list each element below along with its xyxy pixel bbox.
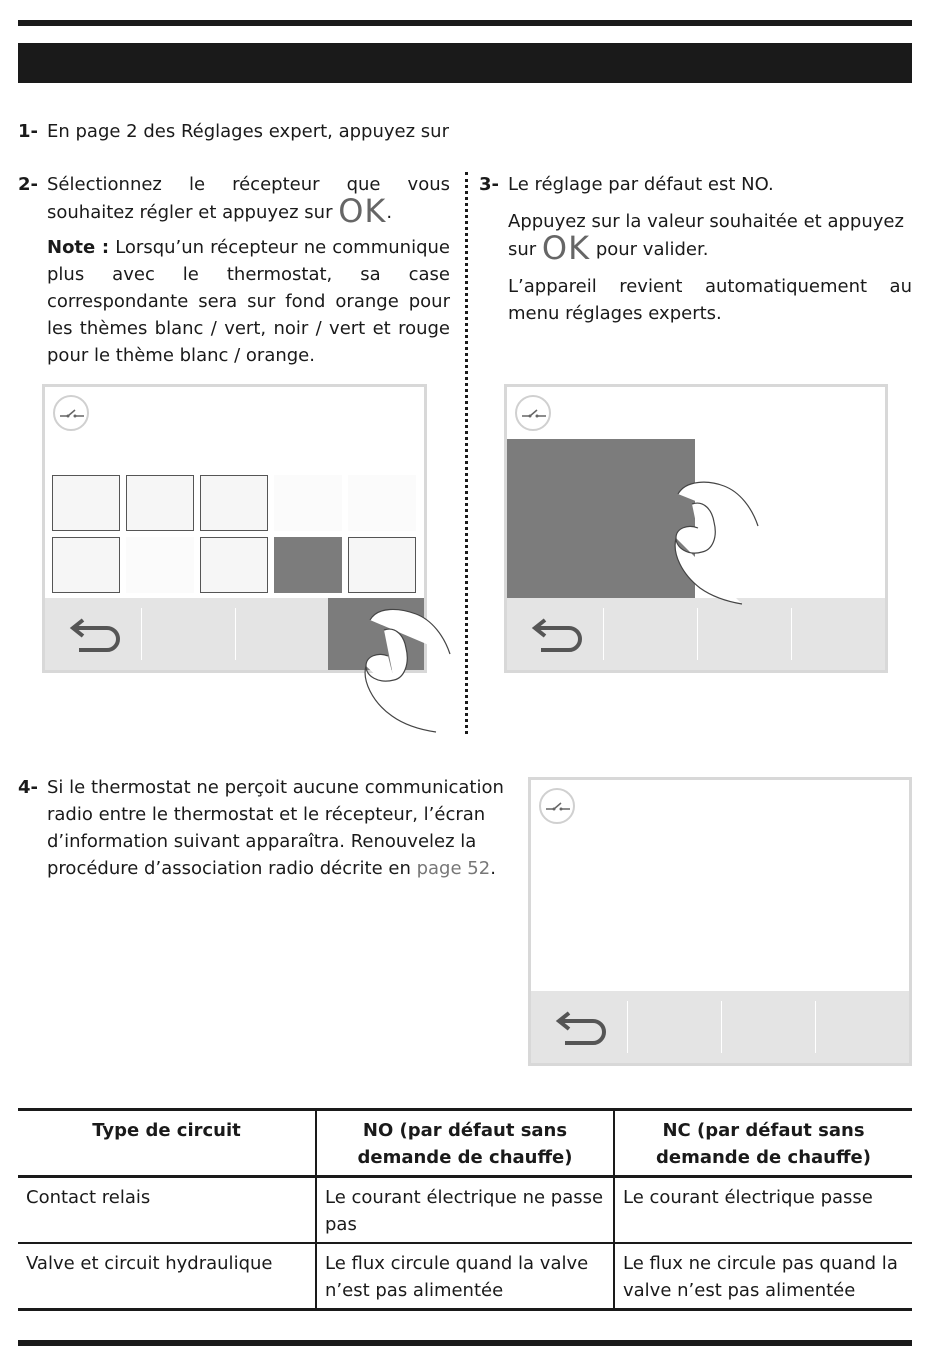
section-title-bar: [18, 43, 912, 83]
table-cell: Le flux ne circule pas quand la valve n’est pas alimentée: [614, 1243, 912, 1310]
step-4: [18, 774, 512, 882]
table-row: [18, 1177, 912, 1244]
info-screen: [528, 777, 912, 1066]
receiver-cell[interactable]: [200, 475, 268, 531]
bottom-rule: [18, 1340, 912, 1346]
relay-switch-icon: [539, 788, 575, 824]
back-arrow-icon[interactable]: [549, 1007, 609, 1047]
pointing-hand-icon: [672, 478, 767, 608]
step-2: [18, 171, 450, 369]
step-3-line1: Le réglage par défaut est NO.: [508, 174, 774, 195]
receiver-cell-empty: [126, 537, 194, 593]
back-arrow-icon[interactable]: [63, 614, 123, 654]
receiver-cell[interactable]: [52, 475, 120, 531]
bar-separator: [235, 608, 236, 660]
note: [47, 234, 450, 369]
column-divider: [465, 172, 468, 734]
step-3: [479, 171, 912, 327]
bottom-bar: [507, 598, 885, 670]
table-cell: Le flux circule quand la valve n’est pas alimentée: [316, 1243, 614, 1310]
note-label: Note :: [47, 237, 110, 258]
step-3-validate: pour valider.: [595, 239, 709, 260]
table-cell: Le courant électrique passe: [614, 1177, 912, 1244]
step-text: En page 2 des Réglages expert, appuyez sur: [47, 121, 449, 142]
receiver-cell[interactable]: [52, 537, 120, 593]
table-cell: Contact relais: [26, 1187, 151, 1208]
step-number: 1-: [18, 121, 38, 142]
receiver-cell-empty: [348, 475, 416, 531]
step-4-instruction: Si le thermostat ne perçoit aucune communication radio entre le thermostat et le récepteur, l’écran d’information suivant apparaîtra. Renouvelez la procédure d’association radio décrite en: [47, 777, 504, 879]
ok-button-glyph: OK: [338, 192, 387, 230]
step-4-period: .: [490, 858, 496, 879]
option-no-selected[interactable]: [507, 439, 695, 599]
step-text: [47, 774, 512, 882]
receiver-cell[interactable]: [200, 537, 268, 593]
bar-separator: [697, 608, 698, 660]
table-header-row: [18, 1110, 912, 1177]
bottom-bar: [531, 991, 909, 1063]
bar-separator: [721, 1001, 722, 1053]
receiver-cell[interactable]: [348, 537, 416, 593]
bar-separator: [815, 1001, 816, 1053]
note-text: Lorsqu’un récepteur ne communique plus avec le thermostat, sa case correspondante sera sur fond orange pour les thèmes blanc / vert, noir / vert et rouge pour le thème blanc / orange.: [47, 237, 450, 366]
relay-switch-icon: [53, 395, 89, 431]
circuit-table: [18, 1108, 912, 1311]
table-header: NC (par défaut sans demande de chauffe): [614, 1110, 912, 1177]
step-2-period: .: [386, 202, 393, 223]
back-arrow-icon[interactable]: [525, 614, 585, 654]
bar-separator: [627, 1001, 628, 1053]
table-row: [18, 1243, 912, 1310]
ok-button-glyph: OK: [541, 229, 591, 267]
bar-separator: [791, 608, 792, 660]
step-text: [47, 171, 450, 230]
table-cell: Valve et circuit hydraulique: [26, 1253, 273, 1274]
table-header: Type de circuit: [92, 1120, 241, 1141]
top-rule: [18, 20, 912, 26]
pointing-hand-icon: [360, 600, 460, 735]
step-2-instruction: Sélectionnez le récepteur que vous souhaitez régler et appuyez sur: [47, 174, 450, 223]
receiver-cell-selected[interactable]: [274, 537, 342, 593]
step-3-line3: L’appareil revient automatiquement au menu réglages experts.: [508, 276, 912, 324]
step-3-line2: [508, 208, 912, 267]
receiver-cell[interactable]: [126, 475, 194, 531]
bar-separator: [141, 608, 142, 660]
relay-switch-icon: [515, 395, 551, 431]
step-number: 3-: [479, 174, 499, 195]
step-number: 2-: [18, 174, 38, 195]
step-number: 4-: [18, 777, 38, 798]
step-3-instruction: Appuyez sur la valeur souhaitée et appuyez sur: [508, 211, 904, 260]
step-1: [18, 118, 912, 145]
receiver-cell-empty: [274, 475, 342, 531]
table-header: NO (par défaut sans demande de chauffe): [316, 1110, 614, 1177]
bar-separator: [603, 608, 604, 660]
page-link[interactable]: page 52: [416, 858, 491, 879]
table-cell: Le courant électrique ne passe pas: [316, 1177, 614, 1244]
